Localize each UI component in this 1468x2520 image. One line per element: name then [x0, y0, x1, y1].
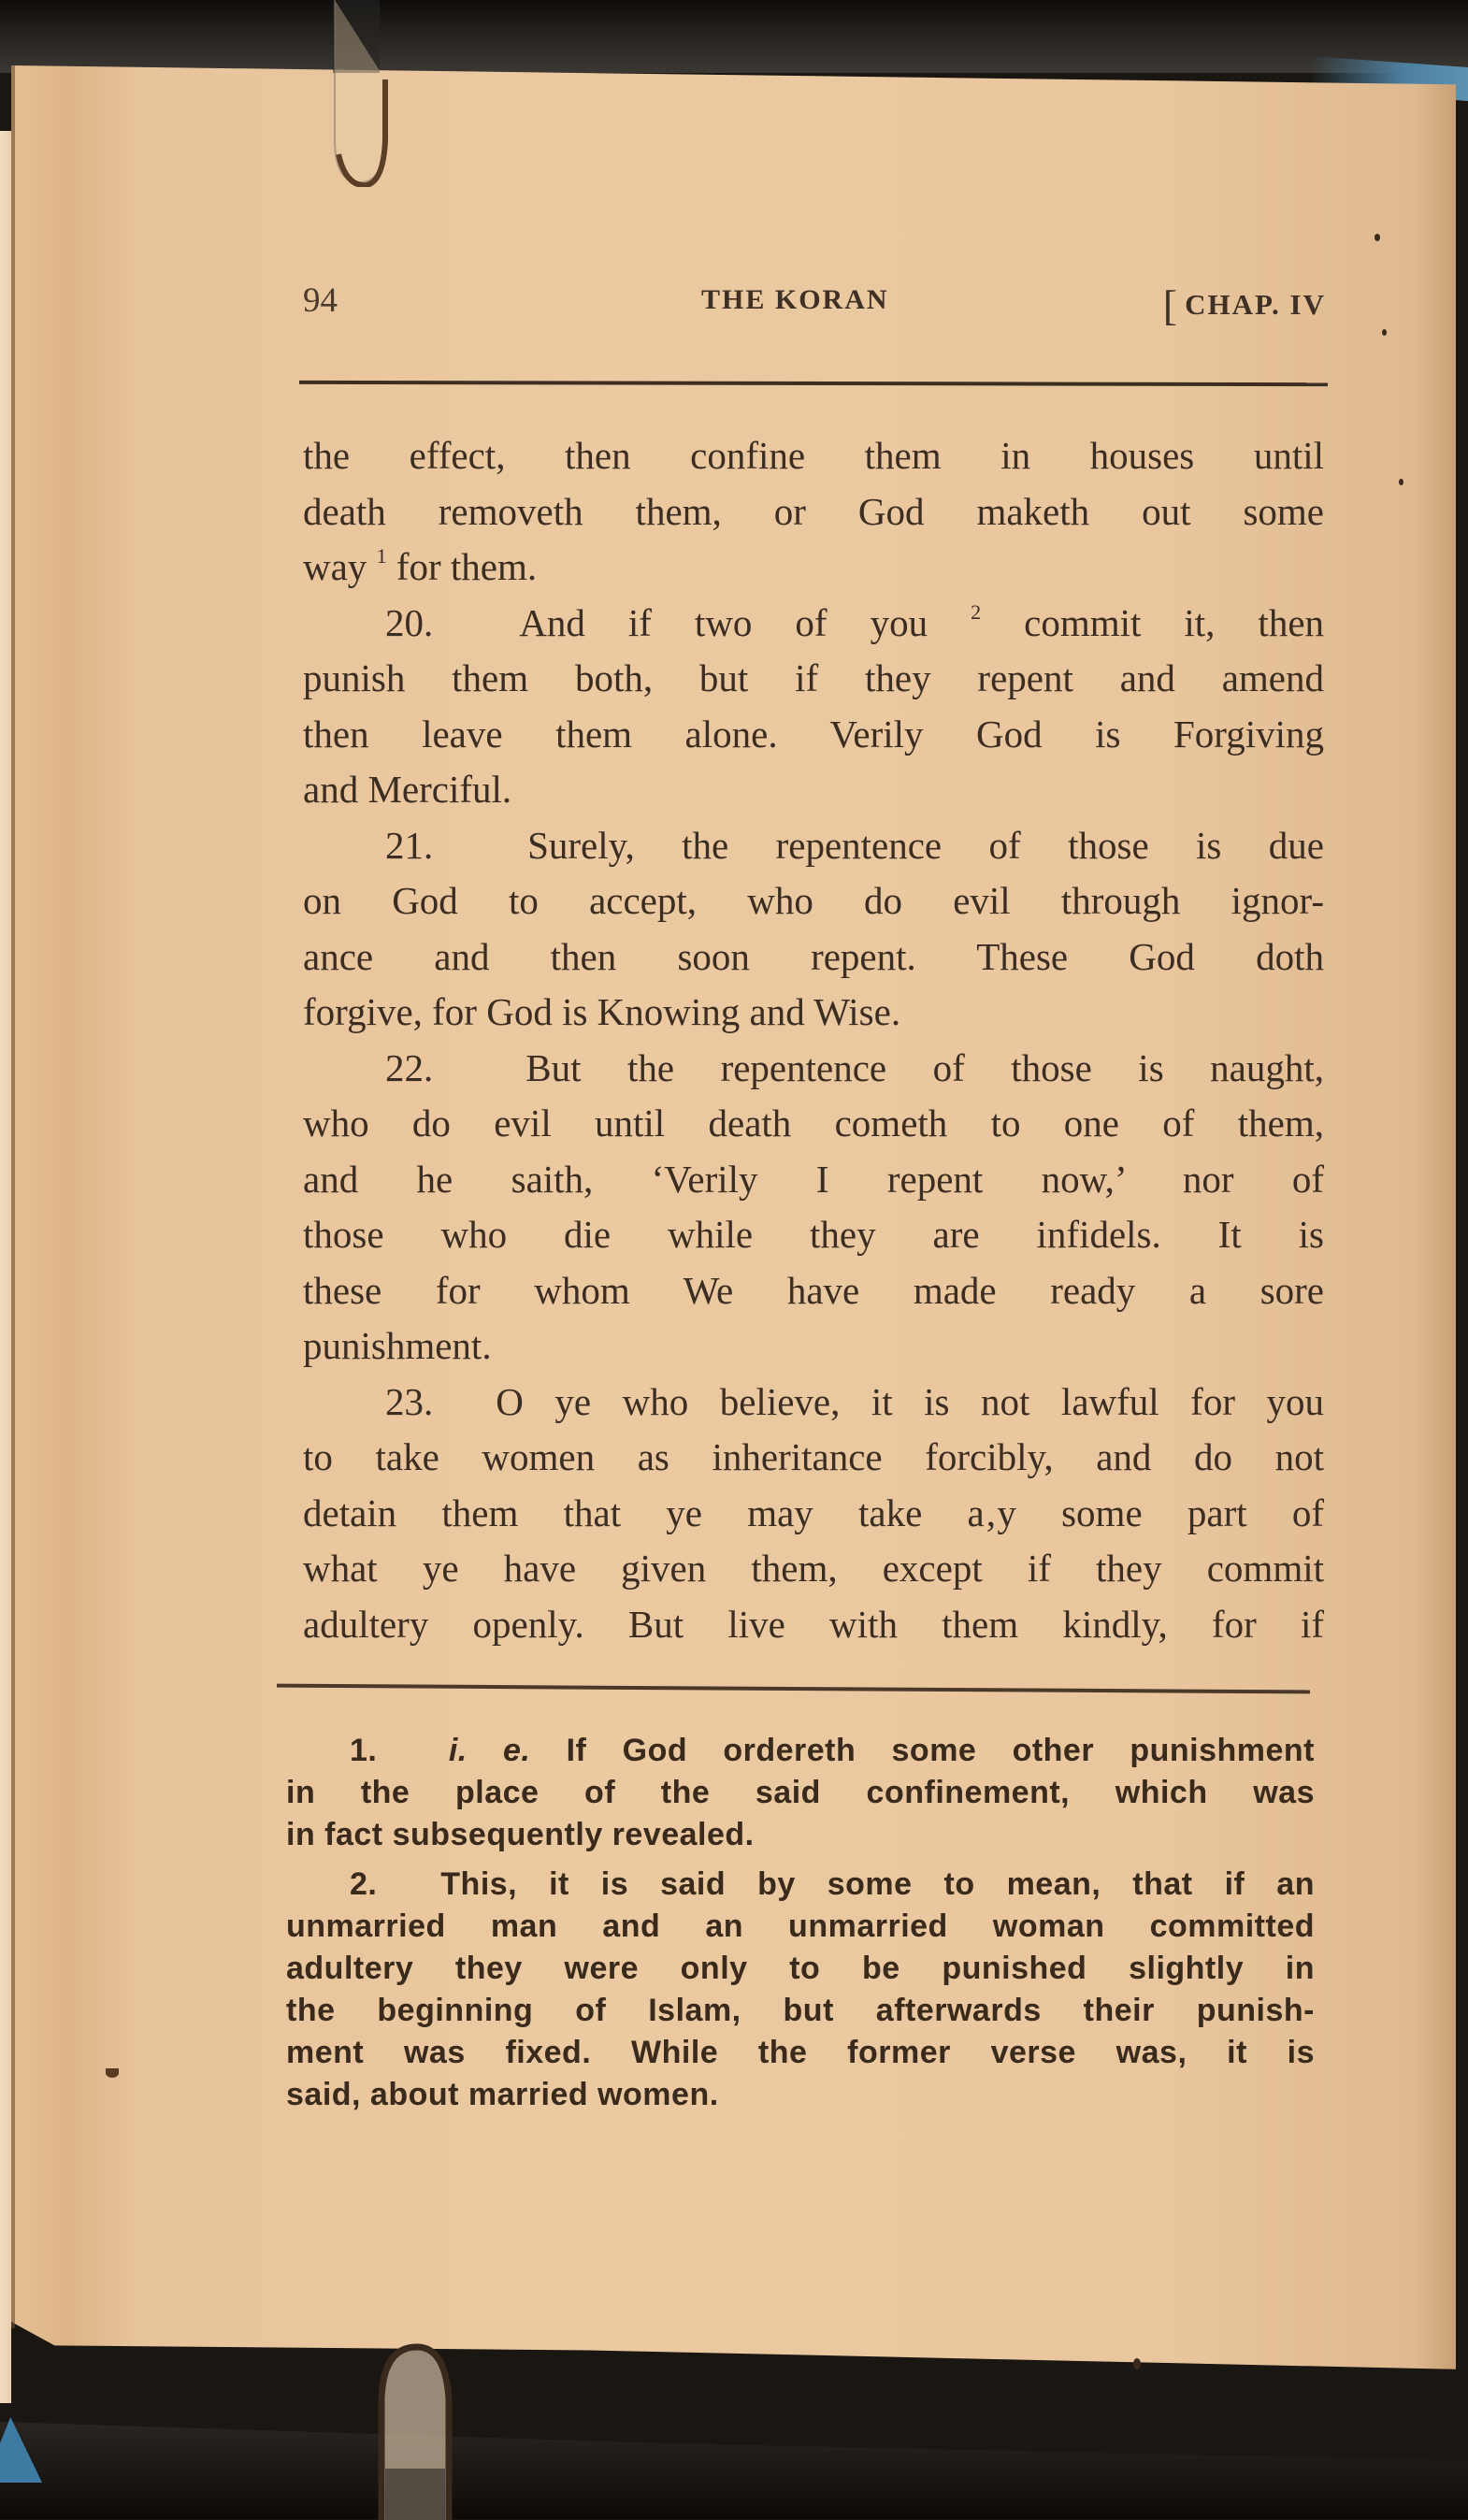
paragraph-continuation [303, 428, 1324, 596]
page-clip-bottom-icon [372, 2333, 494, 2520]
text-line: said, about married women. [286, 2077, 719, 2112]
page-number: 94 [303, 281, 338, 320]
text-line: and Merciful. [303, 768, 512, 811]
text-fragment: for them. [396, 545, 538, 588]
text-line: and he saith, ‘Verily I repent now,’ nor of [303, 1157, 1324, 1201]
chapter-bracket: [ [1162, 281, 1180, 329]
text-line: forgive, for God is Knowing and Wise. [303, 990, 901, 1033]
footnote-abbrev: i. e. [448, 1733, 531, 1768]
book-title: THE KORAN [701, 284, 889, 315]
verse-20 [303, 596, 1324, 818]
text-line: punishment. [303, 1324, 492, 1367]
adjacent-page-edge [0, 131, 11, 2403]
verse-number: 21. [385, 823, 434, 867]
text-fragment: Surely, the repentence of those is due [527, 823, 1324, 867]
text-line: what ye have given them, except if they commit [303, 1547, 1324, 1590]
text-fragment: commit it, then [1024, 600, 1325, 644]
text-line: who do evil until death cometh to one of them, [303, 1102, 1324, 1145]
text-line: those who die while they are infidels. It is [303, 1213, 1324, 1256]
footnote-ref-1[interactable]: 1 [376, 544, 387, 568]
text-line: then leave them alone. Verily God is Forgiving [303, 712, 1324, 756]
verse-22 [303, 1041, 1324, 1375]
footnote-number: 1. [350, 1733, 378, 1768]
page-gutter-edge [11, 65, 15, 2328]
text-line [303, 818, 1324, 874]
running-head [299, 271, 1328, 327]
text-line: punish them both, but if they repent and amend [303, 656, 1324, 699]
verse-21 [303, 818, 1324, 1041]
body-text [303, 428, 1324, 1652]
text-fragment: But the repentence of those is naught, [525, 1045, 1324, 1089]
chapter-text: CHAP. IV [1185, 288, 1326, 321]
footnote-number: 2. [350, 1866, 378, 1902]
chapter-label [1163, 281, 1326, 330]
footnote-1 [286, 1730, 1315, 1856]
text-line [303, 1375, 1324, 1431]
text-fragment: This, it is said by some to mean, that if an [440, 1866, 1315, 1902]
paper-speck [1133, 2358, 1141, 2369]
background-top-shadow [0, 0, 1468, 73]
text-line: adultery they were only to be punished slightly in [286, 1951, 1315, 1986]
verse-23 [303, 1375, 1324, 1653]
text-line: the beginning of Islam, but afterwards their punish- [286, 1993, 1315, 2028]
text-line: in the place of the said confinement, which was [286, 1775, 1315, 1810]
text-line: ment was fixed. While the former verse was, it is [286, 2035, 1315, 2070]
verse-number: 23. [385, 1379, 434, 1423]
paper-speck [1382, 329, 1387, 336]
text-line: ance and then soon repent. These God doth [303, 934, 1324, 978]
footnote-ref-2[interactable]: 2 [971, 599, 982, 624]
text-line: in fact subsequently revealed. [286, 1817, 755, 1852]
page-clip-top-icon [327, 0, 439, 187]
text-line [286, 1730, 1315, 1772]
text-line: unmarried man and an unmarried woman committed [286, 1908, 1315, 1944]
text-line: adultery openly. But live with them kindly, for if [303, 1602, 1324, 1646]
paper-mark [106, 2068, 119, 2078]
text-fragment: And if two of you [519, 600, 928, 644]
footnotes [286, 1730, 1315, 2116]
verse-number: 20. [385, 600, 434, 644]
text-line [303, 540, 1324, 596]
paper-speck [1374, 234, 1380, 241]
text-line: the effect, then confine them in houses until [303, 434, 1324, 477]
page-content [286, 271, 1328, 2112]
footnote-2 [286, 1864, 1315, 2116]
text-line [303, 596, 1324, 652]
text-fragment: O ye who believe, it is not lawful for you [496, 1379, 1324, 1423]
text-line [303, 1041, 1324, 1097]
text-fragment: way [303, 545, 367, 588]
paper-speck [1399, 479, 1403, 485]
text-line: these for whom We have made ready a sore [303, 1268, 1324, 1312]
verse-number: 22. [385, 1045, 434, 1089]
background-bottom-shadow [0, 2422, 1468, 2519]
text-fragment: If God ordereth some other punishment [566, 1733, 1315, 1768]
text-line: death removeth them, or God maketh out some [303, 489, 1324, 533]
text-line: detain them that ye may take a‚y some part of [303, 1490, 1324, 1534]
text-line [286, 1864, 1315, 1906]
text-line: to take women as inheritance forcibly, and do not [303, 1435, 1324, 1478]
text-line: on God to accept, who do evil through ignor- [303, 879, 1324, 922]
